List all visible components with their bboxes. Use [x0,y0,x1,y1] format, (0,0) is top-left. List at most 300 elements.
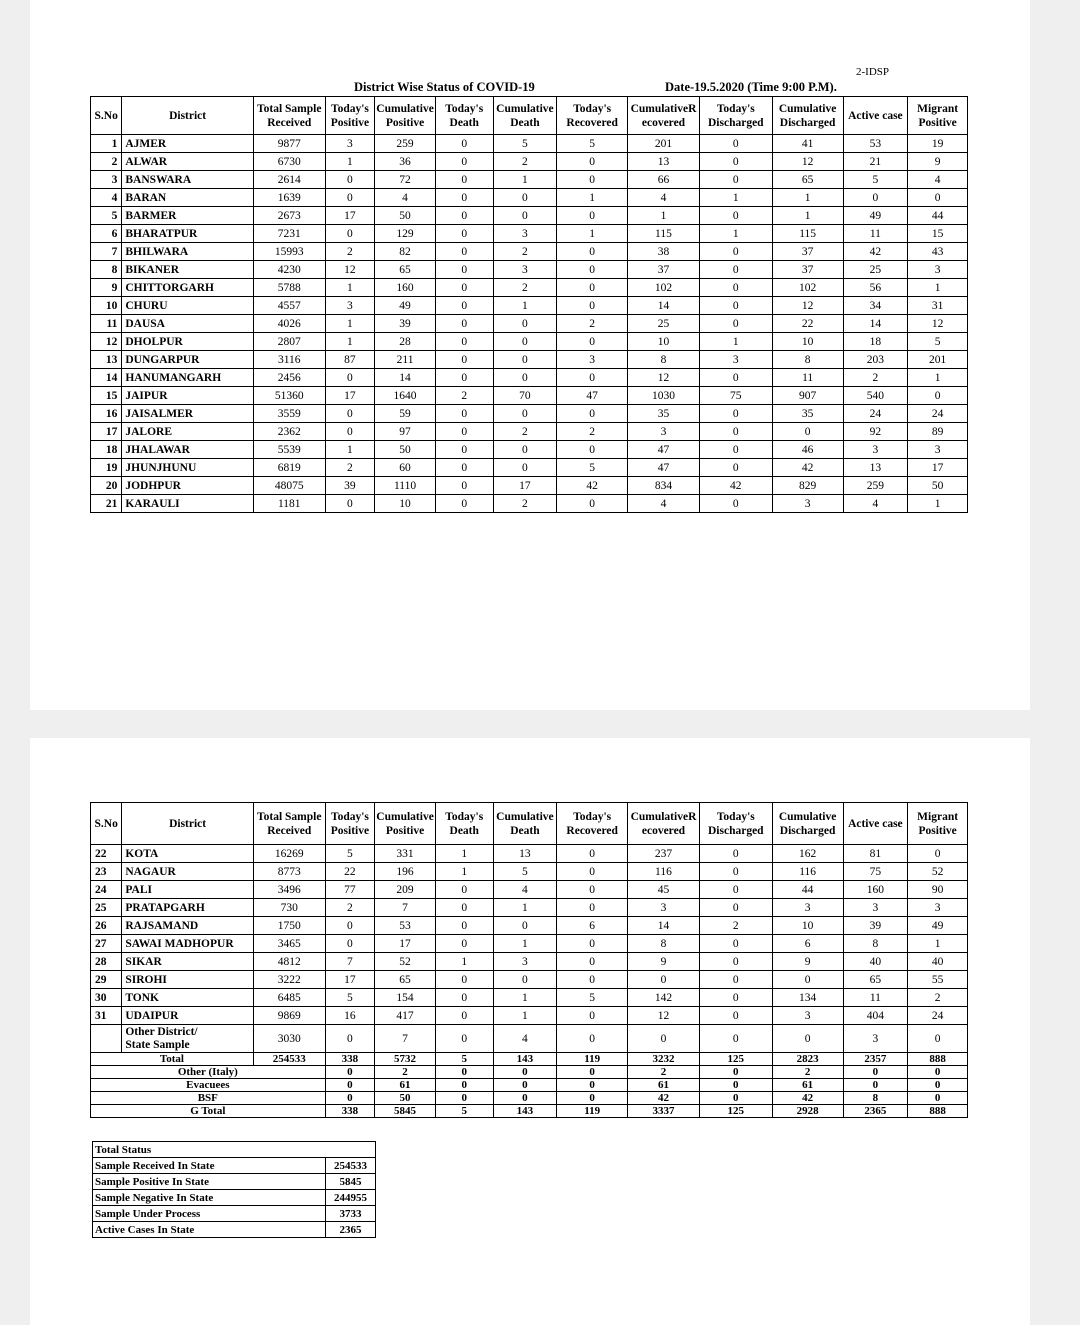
cell-value: 0 [908,1066,968,1079]
cell-value: 61 [772,1079,843,1092]
cell-value: 82 [375,243,436,261]
serial-number: 2 [91,153,122,171]
cell-value: 0 [435,917,493,935]
cell-value: 5 [557,459,628,477]
cell-value: 1 [435,863,493,881]
cell-value: 10 [628,333,700,351]
cell-value: 40 [843,953,908,971]
cell-value: 49 [375,297,436,315]
cell-value: 0 [493,369,557,387]
cell-value: 2928 [772,1105,843,1118]
cell-value: 211 [375,351,436,369]
district-name: CHITTORGARH [122,279,253,297]
cell-value: 43 [908,243,968,261]
district-name: KARAULI [122,495,253,513]
cell-value: 0 [557,899,628,917]
district-row [91,333,968,351]
cell-value: 4 [908,171,968,189]
cell-value: 0 [699,845,772,863]
cell-value: 37 [628,261,700,279]
serial-number: 29 [91,971,122,989]
serial-number: 3 [91,171,122,189]
cell-value: 162 [772,845,843,863]
district-name: HANUMANGARH [122,369,253,387]
district-row [91,279,968,297]
status-label: Sample Under Process [93,1206,326,1222]
cell-value: 47 [628,459,700,477]
cell-value: 0 [557,863,628,881]
cell-value: 0 [628,971,700,989]
cell-value: 2 [699,917,772,935]
cell-value: 160 [375,279,436,297]
cell-value: 0 [699,279,772,297]
serial-number: 25 [91,899,122,917]
cell-value: 75 [699,387,772,405]
cell-value: 1181 [253,495,325,513]
district-name: JAIPUR [122,387,253,405]
cell-value: 65 [843,971,908,989]
cell-value: 134 [772,989,843,1007]
summary-row [91,1079,968,1092]
cell-value: 0 [557,971,628,989]
corner-tag: 2-IDSP [856,66,890,78]
cell-value: 0 [557,1066,628,1079]
cell-value: 2807 [253,333,325,351]
cell-value: 0 [699,971,772,989]
cell-value: 0 [557,495,628,513]
cell-value: 65 [772,171,843,189]
cell-value: 3222 [253,971,325,989]
serial-number: 24 [91,881,122,899]
cell-value: 0 [435,333,493,351]
status-row [93,1174,376,1190]
cell-value: 16269 [253,845,325,863]
cell-value: 3116 [253,351,325,369]
district-row [91,423,968,441]
district-row [91,243,968,261]
cell-value: 259 [843,477,908,495]
status-row [93,1158,376,1174]
cell-value: 0 [557,153,628,171]
district-row [91,441,968,459]
cell-value: 4026 [253,315,325,333]
column-header: Cumulative Discharged [772,803,843,845]
summary-label: BSF [91,1092,326,1105]
cell-value: 61 [375,1079,436,1092]
cell-value: 0 [493,1066,557,1079]
status-label: Sample Negative In State [93,1190,326,1206]
cell-value: 1 [325,333,375,351]
serial-number: 23 [91,863,122,881]
total-label: Total [91,1053,254,1066]
cell-value: 1 [699,333,772,351]
column-header: Today's Discharged [699,97,772,135]
cell-value: 0 [493,1079,557,1092]
cell-value: 0 [325,1079,375,1092]
cell-value: 0 [435,279,493,297]
column-header: Active case [843,803,908,845]
cell-value: 7 [375,899,436,917]
cell-value: 1 [557,225,628,243]
cell-value: 31 [908,297,968,315]
cell-value: 5 [325,845,375,863]
cell-value: 0 [699,243,772,261]
cell-value: 0 [699,1092,772,1105]
cell-value: 42 [628,1092,700,1105]
cell-value: 9 [772,953,843,971]
district-name: RAJSAMAND [122,917,253,935]
column-header: Cumulative Positive [375,803,436,845]
cell-value: 56 [843,279,908,297]
cell-value: 3 [772,899,843,917]
district-row [91,261,968,279]
cell-value: 0 [435,899,493,917]
cell-value: 0 [435,989,493,1007]
cell-value: 143 [493,1105,557,1118]
column-header: CumulativeR ecovered [628,97,700,135]
cell-value: 17 [325,971,375,989]
cell-value: 3 [628,899,700,917]
cell-value: 5 [493,863,557,881]
cell-value: 36 [375,153,436,171]
total-status-header: Total Status [93,1142,376,1158]
cell-value: 201 [628,135,700,153]
cell-value: 1 [493,935,557,953]
cell-value: 1 [435,953,493,971]
district-row [91,207,968,225]
cell-value: 0 [557,333,628,351]
cell-value: 48075 [253,477,325,495]
cell-value: 2 [493,423,557,441]
cell-value: 3337 [628,1105,700,1118]
column-header: Total Sample Received [253,803,325,845]
table-2-header [91,803,968,845]
cell-value: 0 [435,1079,493,1092]
district-name: PRATAPGARH [122,899,253,917]
cell-value: 0 [557,881,628,899]
cell-value: 0 [699,207,772,225]
district-name: BHARATPUR [122,225,253,243]
serial-number: 22 [91,845,122,863]
cell-value: 3 [493,953,557,971]
cell-value: 3 [325,135,375,153]
total-row: Total 254533 338 5732 5 143 119 3232 125 2823 2357 888 [91,1053,968,1066]
cell-value: 0 [557,243,628,261]
cell-value: 0 [557,261,628,279]
cell-value: 21 [843,153,908,171]
cell-value: 37 [772,261,843,279]
cell-value: 0 [843,189,908,207]
cell-value: 907 [772,387,843,405]
cell-value: 201 [908,351,968,369]
cell-value: 0 [699,405,772,423]
cell-value: 0 [435,153,493,171]
cell-value: 75 [843,863,908,881]
cell-value: 4 [843,495,908,513]
column-header: Cumulative Discharged [772,97,843,135]
column-header: Cumulative Death [493,803,557,845]
cell-value: 0 [699,369,772,387]
cell-value: 3 [908,441,968,459]
cell-value: 203 [843,351,908,369]
cell-value: 404 [843,1007,908,1025]
cell-value: 0 [699,423,772,441]
serial-number: 15 [91,387,122,405]
cell-value: 5 [435,1105,493,1118]
cell-value: 2 [325,899,375,917]
cell-value: 829 [772,477,843,495]
cell-value: 0 [435,495,493,513]
cell-value: 0 [699,135,772,153]
cell-value: 116 [772,863,843,881]
cell-value: 3 [908,261,968,279]
cell-value: 28 [375,333,436,351]
cell-value: 0 [493,189,557,207]
cell-value: 6485 [253,989,325,1007]
district-row [91,881,968,899]
serial-number: 9 [91,279,122,297]
cell-value: 1 [908,935,968,953]
cell-value: 0 [435,171,493,189]
cell-value: 3 [772,1007,843,1025]
cell-value: 3 [493,225,557,243]
cell-value: 1 [772,207,843,225]
cell-value: 0 [435,369,493,387]
cell-value: 65 [375,971,436,989]
district-row [91,171,968,189]
cell-value: 0 [557,935,628,953]
cell-value: 44 [772,881,843,899]
serial-number: 13 [91,351,122,369]
cell-value: 35 [772,405,843,423]
cell-value: 8773 [253,863,325,881]
serial-number: 18 [91,441,122,459]
cell-value: 3 [493,261,557,279]
cell-value: 115 [772,225,843,243]
cell-value: 0 [435,297,493,315]
cell-value: 0 [557,369,628,387]
column-header: Cumulative Death [493,97,557,135]
district-status-table-1 [90,96,968,513]
cell-value: 25 [843,261,908,279]
cell-value: 0 [493,441,557,459]
district-row [91,135,968,153]
cell-value: 0 [699,171,772,189]
cell-value: 16 [325,1007,375,1025]
cell-value: 0 [435,459,493,477]
cell-value: 102 [628,279,700,297]
cell-value: 259 [375,135,436,153]
cell-value: 87 [325,351,375,369]
cell-value: 2365 [843,1105,908,1118]
cell-value: 47 [557,387,628,405]
status-row [93,1222,376,1238]
cell-value: 1 [325,315,375,333]
cell-value: 417 [375,1007,436,1025]
cell-value: 2 [493,495,557,513]
cell-value: 0 [557,441,628,459]
cell-value: 0 [557,845,628,863]
column-header: District [122,803,253,845]
cell-value: 1750 [253,917,325,935]
district-name: UDAIPUR [122,1007,253,1025]
cell-value: 47 [628,441,700,459]
column-header: Total Sample Received [253,97,325,135]
cell-value: 4812 [253,953,325,971]
cell-value: 2 [493,153,557,171]
cell-value: 1 [699,225,772,243]
district-row [91,989,968,1007]
cell-value: 5 [493,135,557,153]
cell-value: 0 [435,971,493,989]
cell-value: 42 [772,459,843,477]
serial-number: 10 [91,297,122,315]
cell-value: 0 [435,1007,493,1025]
cell-value: 40 [908,953,968,971]
district-row [91,297,968,315]
column-header: Active case [843,97,908,135]
district-name: JHALAWAR [122,441,253,459]
report-title: District Wise Status of COVID-19 [354,80,535,94]
serial-number: 1 [91,135,122,153]
cell-value: 12 [628,369,700,387]
cell-value: 53 [843,135,908,153]
cell-value: 0 [699,441,772,459]
cell-value: 8 [772,351,843,369]
cell-value: 0 [908,1092,968,1105]
cell-value: 7231 [253,225,325,243]
cell-value: 12 [908,315,968,333]
status-value: 254533 [326,1158,376,1174]
cell-value: 11 [772,369,843,387]
cell-value: 154 [375,989,436,1007]
serial-number: 6 [91,225,122,243]
district-row [91,459,968,477]
serial-number: 5 [91,207,122,225]
cell-value: 0 [325,1092,375,1105]
cell-value: 3 [699,351,772,369]
cell-value: 5 [843,171,908,189]
cell-value: 2362 [253,423,325,441]
cell-value: 0 [435,423,493,441]
column-header: Migrant Positive [908,97,968,135]
cell-value: 3 [843,899,908,917]
cell-value: 41 [772,135,843,153]
column-header: Cumulative Positive [375,97,436,135]
cell-value: 15 [908,225,968,243]
cell-value: 42 [557,477,628,495]
cell-value: 0 [699,953,772,971]
cell-value: 0 [699,459,772,477]
district-name: KOTA [122,845,253,863]
cell-value: 3 [325,297,375,315]
cell-value: 5539 [253,441,325,459]
cell-value: 1639 [253,189,325,207]
serial-number: 28 [91,953,122,971]
district-row [91,971,968,989]
district-row [91,225,968,243]
cell-value: 2 [772,1066,843,1079]
district-row [91,863,968,881]
cell-value: 2 [628,1066,700,1079]
other-district-row: Other District/ State Sample 3030 0 7 0 4 0 0 0 0 3 0 [91,1025,968,1053]
cell-value: 1 [493,171,557,189]
district-row [91,495,968,513]
serial-number: 26 [91,917,122,935]
cell-value: 5 [908,333,968,351]
cell-value: 0 [493,971,557,989]
cell-value: 0 [325,423,375,441]
cell-value: 0 [699,1066,772,1079]
cell-value: 81 [843,845,908,863]
cell-value: 9 [628,953,700,971]
cell-value: 37 [772,243,843,261]
cell-value: 17 [908,459,968,477]
cell-value: 129 [375,225,436,243]
cell-value: 3 [628,423,700,441]
cell-value: 0 [435,135,493,153]
cell-value: 1 [908,369,968,387]
cell-value: 0 [557,953,628,971]
cell-value: 0 [772,423,843,441]
cell-value: 0 [908,387,968,405]
cell-value: 2 [843,369,908,387]
cell-value: 0 [557,1007,628,1025]
column-header: Today's Death [435,803,493,845]
cell-value: 24 [908,405,968,423]
cell-value: 50 [375,207,436,225]
cell-value: 24 [843,405,908,423]
summary-row [91,1105,968,1118]
cell-value: 2673 [253,207,325,225]
district-row [91,153,968,171]
cell-value: 8 [843,1092,908,1105]
cell-value: 17 [325,387,375,405]
summary-label: Evacuees [91,1079,326,1092]
district-row [91,935,968,953]
cell-value: 0 [699,881,772,899]
cell-value: 12 [628,1007,700,1025]
district-name: PALI [122,881,253,899]
cell-value: 0 [699,863,772,881]
district-name: BHILWARA [122,243,253,261]
column-header: Today's Discharged [699,803,772,845]
cell-value: 0 [772,971,843,989]
cell-value: 18 [843,333,908,351]
cell-value: 834 [628,477,700,495]
cell-value: 6730 [253,153,325,171]
cell-value: 1 [628,207,700,225]
cell-value: 9869 [253,1007,325,1025]
cell-value: 59 [375,405,436,423]
cell-value: 0 [843,1066,908,1079]
cell-value: 15993 [253,243,325,261]
district-row [91,917,968,935]
cell-value: 1 [435,845,493,863]
cell-value: 22 [325,863,375,881]
cell-value: 2 [375,1066,436,1079]
cell-value: 2 [908,989,968,1007]
cell-value: 8 [628,351,700,369]
cell-value: 2 [435,387,493,405]
cell-value: 17 [375,935,436,953]
cell-value: 0 [325,171,375,189]
district-row [91,953,968,971]
cell-value: 14 [628,917,700,935]
cell-value: 9877 [253,135,325,153]
cell-value: 0 [699,989,772,1007]
cell-value: 0 [435,189,493,207]
